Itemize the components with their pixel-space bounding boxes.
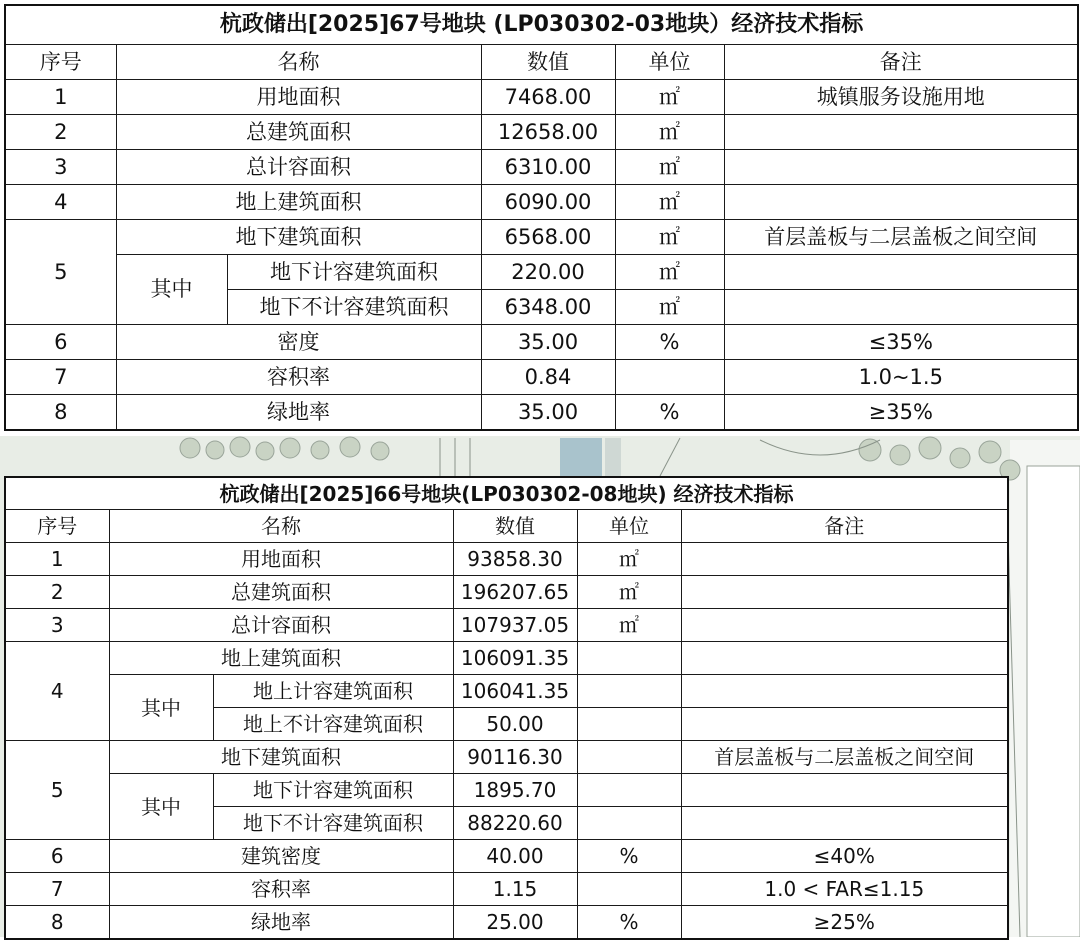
row-value: 196207.65 [453,576,577,609]
table-row [5,115,1078,150]
row-value: 25.00 [453,906,577,940]
row-value: 35.00 [481,325,615,360]
subrow-value: 88220.60 [453,807,577,840]
table-row [5,395,1078,431]
row-name: 总计容面积 [109,609,453,642]
row-value: 1.15 [453,873,577,906]
subrow-name: 地上计容建筑面积 [213,675,453,708]
row-note: 1.0 < FAR≤1.15 [681,873,1008,906]
row-name: 绿地率 [116,395,481,431]
row-value: 6310.00 [481,150,615,185]
subrow-note [724,255,1078,290]
row-unit: % [615,325,724,360]
table-row [5,543,1008,576]
subrow-value: 1895.70 [453,774,577,807]
row-unit [577,873,681,906]
row-note: 首层盖板与二层盖板之间空间 [724,220,1078,255]
table-row [5,325,1078,360]
subrow-unit: ㎡ [615,255,724,290]
row-number: 1 [5,80,116,115]
row-unit: ㎡ [577,543,681,576]
table-title-row [5,477,1008,510]
header-cell: 名称 [116,45,481,80]
subrow-name: 地下计容建筑面积 [227,255,481,290]
subrow-name: 地下不计容建筑面积 [227,290,481,325]
row-name: 地上建筑面积 [116,185,481,220]
group-label: 其中 [116,255,227,325]
header-cell: 序号 [5,45,116,80]
row-unit [577,741,681,774]
subrow-name: 地下不计容建筑面积 [213,807,453,840]
row-number: 6 [5,840,109,873]
row-note [681,543,1008,576]
subrow-note [681,807,1008,840]
row-value: 35.00 [481,395,615,431]
row-unit: % [577,840,681,873]
row-note [681,609,1008,642]
header-cell: 名称 [109,510,453,543]
header-cell: 数值 [481,45,615,80]
row-note [681,642,1008,675]
row-value: 12658.00 [481,115,615,150]
row-number: 3 [5,609,109,642]
row-name: 地上建筑面积 [109,642,453,675]
row-value: 7468.00 [481,80,615,115]
header-cell: 单位 [577,510,681,543]
subrow-value: 6348.00 [481,290,615,325]
group-label: 其中 [109,675,213,741]
row-unit: ㎡ [615,185,724,220]
row-unit [615,360,724,395]
row-name: 地下建筑面积 [109,741,453,774]
table-subrow [5,255,1078,290]
row-unit: ㎡ [577,576,681,609]
header-cell: 数值 [453,510,577,543]
row-note: 城镇服务设施用地 [724,80,1078,115]
subrow-value: 50.00 [453,708,577,741]
row-name: 用地面积 [116,80,481,115]
row-number: 3 [5,150,116,185]
subrow-note [681,708,1008,741]
row-number: 8 [5,395,116,431]
row-value: 40.00 [453,840,577,873]
row-unit [577,642,681,675]
row-note: ≤35% [724,325,1078,360]
row-number: 6 [5,325,116,360]
table-row [5,150,1078,185]
row-name: 容积率 [109,873,453,906]
table-row [5,741,1008,774]
row-number: 7 [5,873,109,906]
row-number: 5 [5,741,109,840]
table-row [5,873,1008,906]
row-number: 5 [5,220,116,325]
row-value: 6090.00 [481,185,615,220]
subrow-unit [577,675,681,708]
spec-table-plot-66 [4,476,1009,940]
row-name: 绿地率 [109,906,453,940]
row-unit: ㎡ [577,609,681,642]
subrow-unit: ㎡ [615,290,724,325]
row-number: 4 [5,642,109,741]
table-row [5,80,1078,115]
table-title: 杭政储出[2025]66号地块(LP030302-08地块) 经济技术指标 [5,477,1008,510]
row-note: ≥25% [681,906,1008,940]
subrow-note [681,675,1008,708]
row-note: 1.0~1.5 [724,360,1078,395]
header-cell: 序号 [5,510,109,543]
subrow-name: 地下计容建筑面积 [213,774,453,807]
subrow-note [681,774,1008,807]
table-row [5,906,1008,940]
table-row [5,185,1078,220]
row-name: 用地面积 [109,543,453,576]
row-name: 地下建筑面积 [116,220,481,255]
row-number: 1 [5,543,109,576]
subrow-name: 地上不计容建筑面积 [213,708,453,741]
row-name: 容积率 [116,360,481,395]
row-number: 8 [5,906,109,940]
row-unit: % [577,906,681,940]
row-note [681,576,1008,609]
row-name: 总计容面积 [116,150,481,185]
row-value: 90116.30 [453,741,577,774]
row-value: 6568.00 [481,220,615,255]
row-name: 密度 [116,325,481,360]
row-note [724,185,1078,220]
spec-table-plot-67 [4,4,1079,431]
row-name: 总建筑面积 [109,576,453,609]
row-unit: ㎡ [615,80,724,115]
row-name: 建筑密度 [109,840,453,873]
header-cell: 单位 [615,45,724,80]
table-header-row [5,510,1008,543]
row-unit: ㎡ [615,220,724,255]
table-row [5,609,1008,642]
header-cell: 备注 [724,45,1078,80]
row-note: ≥35% [724,395,1078,431]
table-row [5,840,1008,873]
row-number: 2 [5,115,116,150]
table-title-row [5,5,1078,45]
row-value: 106091.35 [453,642,577,675]
header-cell: 备注 [681,510,1008,543]
row-note: 首层盖板与二层盖板之间空间 [681,741,1008,774]
table-subrow [5,774,1008,807]
row-unit: ㎡ [615,150,724,185]
row-number: 2 [5,576,109,609]
row-unit: % [615,395,724,431]
table-row [5,576,1008,609]
row-name: 总建筑面积 [116,115,481,150]
row-value: 93858.30 [453,543,577,576]
group-label: 其中 [109,774,213,840]
row-note [724,115,1078,150]
table-row [5,642,1008,675]
row-unit: ㎡ [615,115,724,150]
table-header-row [5,45,1078,80]
row-value: 0.84 [481,360,615,395]
row-number: 4 [5,185,116,220]
subrow-unit [577,774,681,807]
subrow-unit [577,807,681,840]
row-value: 107937.05 [453,609,577,642]
subrow-note [724,290,1078,325]
row-note [724,150,1078,185]
subrow-value: 220.00 [481,255,615,290]
subrow-value: 106041.35 [453,675,577,708]
table-row [5,220,1078,255]
row-number: 7 [5,360,116,395]
row-note: ≤40% [681,840,1008,873]
table-subrow [5,675,1008,708]
table-row [5,360,1078,395]
table-title: 杭政储出[2025]67号地块 (LP030302-03地块）经济技术指标 [5,5,1078,45]
subrow-unit [577,708,681,741]
